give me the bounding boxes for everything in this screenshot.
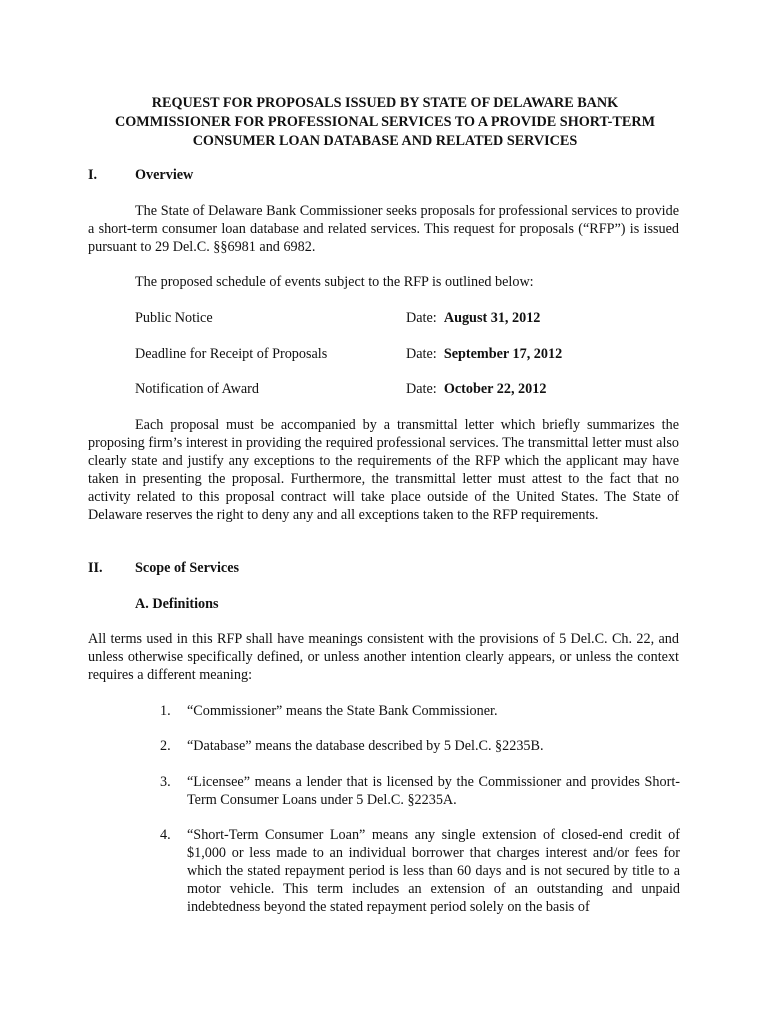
document-title [60,94,710,151]
definition-item [160,737,680,755]
title-line-1: REQUEST FOR PROPOSALS ISSUED BY STATE OF DELAWARE BANK [151,95,619,111]
schedule-event-award: Notification of Award [135,381,259,397]
schedule-date-award [406,380,546,398]
schedule-event-public-notice: Public Notice [135,310,213,326]
section-1-heading [88,166,193,184]
date-value: August 31, 2012 [443,310,541,326]
schedule-date-public-notice [406,309,540,327]
definition-text: “Short-Term Consumer Loan” means any single extension of closed-end credit of $1,000 or less made to an individual borrower that charges interest and/or fees for which the stated repayment period is less than 60 days and is not secured by title to a motor vehicle. This term includes an extension of an outstanding and unpaid indebtedness beyond the stated repayment period solely on the basis of [187,827,680,915]
definition-item [160,702,680,720]
overview-paragraph: The State of Delaware Bank Commissioner seeks proposals for professional services to provide a short-term consumer loan database and related services. This request for proposals (“RFP”) is issued pursuant to 29 Del.C. §§6981 and 6982. [88,203,679,255]
title-line-3: CONSUMER LOAN DATABASE AND RELATED SERVICES [192,133,578,149]
definition-text: “Licensee” means a lender that is licensed by the Commissioner and provides Short-Term Consumer Loans under 5 Del.C. §2235A. [187,774,680,808]
definitions-subheading: A. Definitions [135,596,219,612]
schedule-event-deadline: Deadline for Receipt of Proposals [135,346,328,362]
section-2-heading [88,559,239,577]
definition-text: “Commissioner” means the State Bank Commissioner. [187,703,498,719]
title-line-2: COMMISSIONER FOR PROFESSIONAL SERVICES TO A PROVIDE SHORT-TERM [115,114,655,130]
definition-text: “Database” means the database described by 5 Del.C. §2235B. [187,738,544,754]
section-1-title: Overview [135,167,194,183]
date-prefix: Date: [406,381,437,397]
section-2-title: Scope of Services [135,560,240,576]
definition-item [160,773,680,809]
schedule-intro: The proposed schedule of events subject to the RFP is outlined below: [135,274,534,290]
date-value: September 17, 2012 [443,346,563,362]
schedule-date-deadline [406,345,562,363]
date-prefix: Date: [406,346,437,362]
transmittal-paragraph: Each proposal must be accompanied by a transmittal letter which briefly summarizes the proposing firm’s interest in providing the required professional services. The transmittal letter must also clearly state and justify any exceptions to the requirements of the RFP which the applicant may have taken in presenting the proposal. Furthermore, the transmittal letter must attest to the fact that no activity related to this proposal contract will take place outside of the United States. The State of Delaware reserves the right to deny any and all exceptions taken to the RFP requirements. [88,417,679,523]
definition-number: 2. [160,738,171,754]
definition-item [160,826,680,916]
date-prefix: Date: [406,310,437,326]
date-value: October 22, 2012 [443,381,547,397]
definition-number: 1. [160,703,171,719]
section-1-number: I. [88,167,98,183]
definition-number: 4. [160,827,171,843]
section-2-number: II. [88,560,103,576]
definitions-intro: All terms used in this RFP shall have meanings consistent with the provisions of 5 Del.C. Ch. 22, and unless otherwise specifically defined, or unless another intention clearly appears, or unless the context requires a different meaning: [88,631,679,683]
definition-number: 3. [160,774,171,790]
